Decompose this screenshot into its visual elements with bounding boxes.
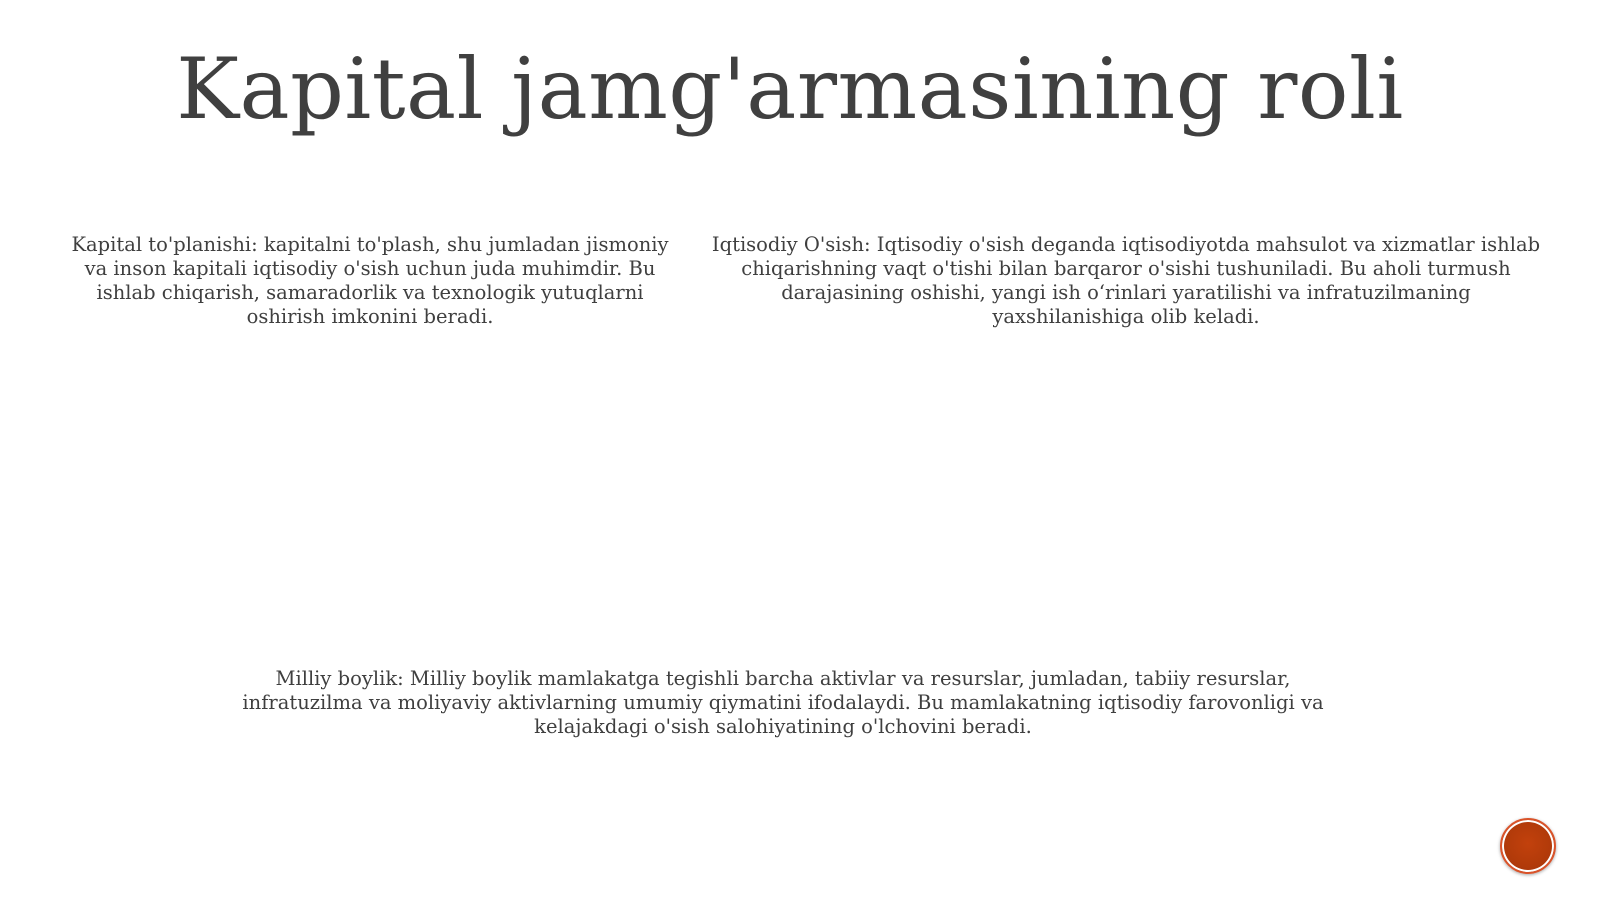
economic-growth-text: Iqtisodiy O'sish: Iqtisodiy o'sish deganda iqtisodiyotda mahsulot va xizmatlar ishlab chiqarishning vaqt o'tishi bilan barqaror o'sishi tushuniladi. Bu aholi turmush darajasining oshishi, yangi ish o‘rinlari yaratilishi va infratuzilmaning yaxshilanishiga olib keladi.	[711, 233, 1541, 328]
national-wealth-text: Milliy boylik: Milliy boylik mamlakatga tegishli barcha aktivlar va resurslar, jumladan, tabiiy resurslar, infratuzilma va moliyaviy aktivlarning umumiy qiymatini ifodalaydi. Bu mamlakatning iqtisodiy farovonligi va kelajakdagi o'sish salohiyatining o'lchovini beradi.	[242, 667, 1324, 738]
navigation-circle-icon[interactable]	[1500, 818, 1556, 874]
capital-accumulation-text: Kapital to'planishi: kapitalni to'plash, shu jumladan jismoniy va inson kapitali iqtisodiy o'sish uchun juda muhimdir. Bu ishlab chiqarish, samaradorlik va texnologik yutuqlarni oshirish imkonini beradi.	[71, 233, 669, 328]
slide-title: Kapital jamg'armasining roli	[176, 40, 1404, 138]
